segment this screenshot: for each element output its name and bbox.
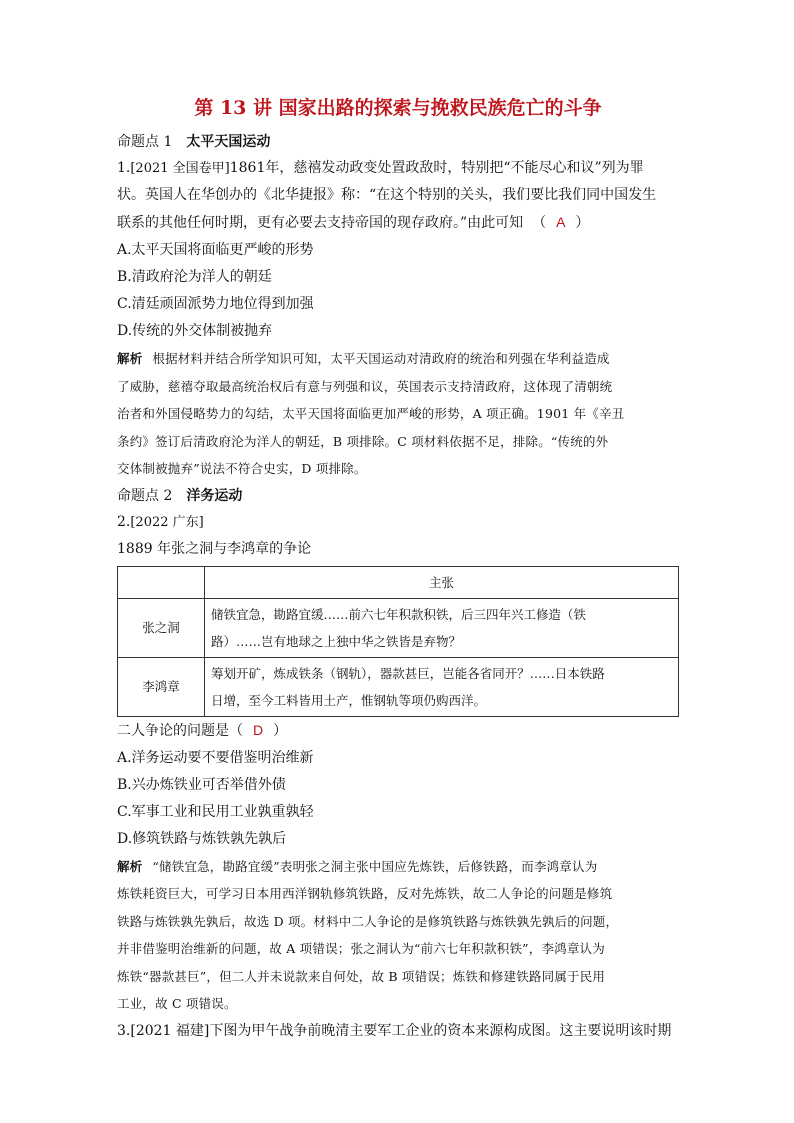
explanation-tag: 解析 (117, 351, 143, 366)
question-source: [2021 全国卷甲] (130, 161, 230, 176)
option-b: B.清政府沦为洋人的朝廷 (117, 269, 272, 285)
table-row (118, 598, 679, 657)
question-source: [2021 福建] (130, 1022, 210, 1039)
topic-label: 命题点 2 (117, 487, 173, 504)
document-page (117, 96, 679, 1045)
question-source: [2022 广东] (130, 514, 204, 530)
question-number: 3. (117, 1022, 131, 1039)
stem-line: 1.[2021 全国卷甲]1861年，慈禧发动政变处置政敌时，特别把“不能尽心和议”列为罪 (117, 160, 644, 176)
stem-line: 状。英国人在华创办的《北华捷报》称：“在这个特别的关头，我们要比我们同中国发生 (117, 187, 657, 203)
question-2-prompt: 二人争论的问题是（ D ） (117, 717, 679, 745)
column-header: 主张 (205, 566, 679, 598)
question-3-stem: 3.[2021 福建]下图为甲午战争前晚清主要军工企业的资本来源构成图。这主要说明该时期 (117, 1022, 672, 1039)
row-name: 李鸿章 (118, 657, 205, 716)
question-2-stem (117, 509, 679, 563)
debate-table (117, 566, 679, 717)
material-caption: 1889 年张之洞与李鸿章的争论 (117, 540, 312, 557)
explanation-1: 解析 根据材料并结合所学知识可知，太平天国运动对清政府的统治和列强在华利益造成 了威胁，慈禧夺取最高统治权后有意与列强和议，英国表示支持清政府，这体现了清朝统 治者和外国侵略势力的勾结，太平天国将面临更加严峻的形势，A 项正确。1901 年《辛丑 条约》签订后清政府沦为洋人的朝廷，B 项排除。C 项材料依据不足，排除。“传统的外 交体制被抛弃”说法不符合史实，D 项排除。 (117, 351, 625, 476)
question-number: 1. (117, 160, 131, 176)
topic-name: 洋务运动 (186, 487, 243, 504)
table-row (118, 657, 679, 716)
question-1-stem (117, 155, 679, 237)
row-name: 张之洞 (118, 598, 205, 657)
explanation-tag: 解析 (117, 858, 143, 874)
topic-heading-1 (117, 129, 679, 155)
question-number: 2. (117, 513, 131, 530)
option-b: B.兴办炼铁业可否举借外债 (117, 776, 286, 793)
option-c: C.军事工业和民用工业孰重孰轻 (117, 803, 314, 820)
row-content: 筹划开矿，炼成铁条（钢轨），器款甚巨，岂能各省同开？……日本铁路 日增，至今工料皆用土产，惟钢轨等项仍购西洋。 (205, 657, 679, 716)
topic-heading-2 (117, 483, 679, 509)
stem-line: 联系的其他任何时期，更有必要去支持帝国的现存政府。”由此可知 （ A ） (117, 209, 679, 237)
answer-mark: D (253, 721, 264, 738)
answer-mark: A (556, 214, 566, 230)
option-d: D.修筑铁路与炼铁孰先孰后 (117, 830, 287, 847)
table-header-row (118, 566, 679, 598)
option-d: D.传统的外交体制被抛弃 (117, 323, 273, 339)
topic-label: 命题点 1 (117, 134, 173, 150)
row-content: 储铁宜急，勘路宜缓……前六七年积款积铁，后三四年兴工修造（铁 路）……岂有地球之上独中华之铁皆是弃物？ (205, 598, 679, 657)
option-c: C.清廷顽固派势力地位得到加强 (117, 296, 314, 312)
explanation-2: 解析 “储铁宜急，勘路宜缓”表明张之洞主张中国应先炼铁，后修铁路，而李鸿章认为 炼铁耗资巨大，可学习日本用西洋钢轨修筑铁路，反对先炼铁，故二人争论的问题是修筑 铁路与炼铁孰先孰后，故选 D 项。材料中二人争论的是修筑铁路与炼铁孰先孰后的问题， 并非借鉴明治维新的问题，故 A 项错误；张之洞认为“前六七年积款积铁”，李鸿章认为 炼铁“器款甚巨”，但二人并未说款来自何处，故 B 项错误；炼铁和修建铁路同属于民用 工业，故 C 项错误。 (117, 858, 619, 1011)
option-a: A.洋务运动要不要借鉴明治维新 (117, 749, 314, 766)
page-title: 第 13 讲 国家出路的探索与挽救民族危亡的斗争 (194, 97, 602, 119)
topic-name: 太平天国运动 (186, 134, 271, 150)
option-a: A.太平天国将面临更严峻的形势 (117, 242, 314, 258)
